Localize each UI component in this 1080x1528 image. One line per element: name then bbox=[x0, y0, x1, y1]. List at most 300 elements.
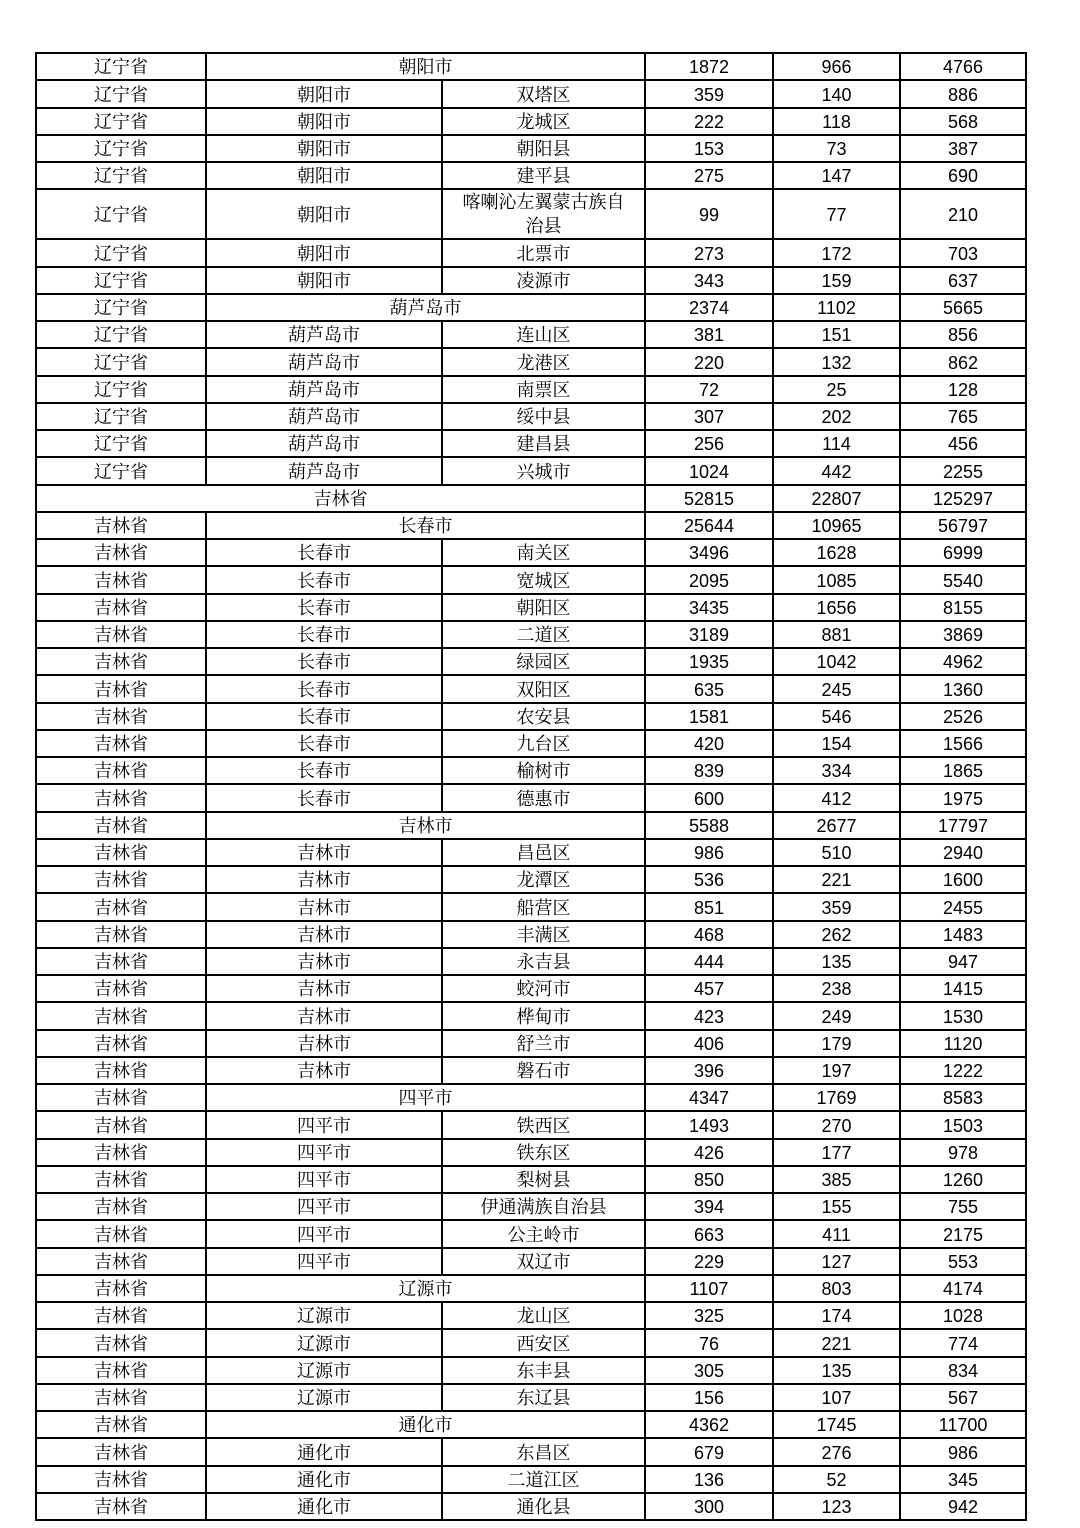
province-cell-text: 吉林省 bbox=[94, 516, 148, 536]
value-cell bbox=[900, 53, 1026, 80]
province-cell-text: 吉林省 bbox=[94, 734, 148, 754]
province-cell-text: 吉林省 bbox=[94, 788, 148, 809]
value-cell-text: 25644 bbox=[683, 516, 735, 536]
city-cell bbox=[206, 457, 442, 484]
city-summary-cell bbox=[206, 53, 645, 80]
value-cell-text: 851 bbox=[693, 897, 725, 918]
value-cell bbox=[900, 430, 1026, 457]
city-cell bbox=[206, 784, 442, 811]
value-cell-text: 834 bbox=[947, 1360, 979, 1381]
value-cell bbox=[900, 594, 1026, 621]
province-cell bbox=[36, 1084, 206, 1111]
table-row bbox=[36, 1111, 1026, 1138]
value-cell bbox=[773, 1411, 900, 1438]
table-row bbox=[36, 866, 1026, 893]
value-cell bbox=[645, 321, 773, 348]
value-cell-text: 394 bbox=[693, 1197, 725, 1218]
value-cell-text: 156 bbox=[693, 1388, 725, 1408]
value-cell bbox=[773, 430, 900, 457]
value-cell-text: 221 bbox=[821, 1333, 852, 1354]
province-cell-text: 吉林省 bbox=[94, 1088, 148, 1109]
district-cell-text: 朝阳区 bbox=[516, 597, 571, 618]
province-cell-text: 辽宁省 bbox=[94, 379, 148, 400]
city-cell bbox=[206, 162, 442, 189]
province-cell bbox=[36, 1057, 206, 1084]
value-cell bbox=[900, 1302, 1026, 1329]
value-cell bbox=[645, 1139, 773, 1166]
value-cell-text: 510 bbox=[821, 843, 852, 863]
value-cell bbox=[900, 1030, 1026, 1057]
value-cell-text: 1222 bbox=[942, 1061, 984, 1081]
value-cell-text: 637 bbox=[947, 270, 979, 291]
value-cell bbox=[773, 594, 900, 621]
city-cell bbox=[206, 948, 442, 975]
table-row bbox=[36, 1084, 1026, 1111]
value-cell bbox=[900, 1248, 1026, 1275]
district-cell-text: 连山区 bbox=[516, 325, 571, 346]
value-cell bbox=[645, 1302, 773, 1329]
value-cell bbox=[900, 1411, 1026, 1438]
district-cell bbox=[442, 784, 645, 811]
city-cell bbox=[206, 1384, 442, 1411]
city-cell-text: 葫芦岛市 bbox=[288, 379, 360, 400]
district-cell bbox=[442, 621, 645, 648]
value-cell-text: 135 bbox=[821, 1360, 852, 1381]
value-cell-text: 5665 bbox=[942, 298, 984, 318]
district-cell-text: 双辽市 bbox=[516, 1251, 571, 1272]
city-cell-text: 长春市 bbox=[297, 788, 351, 809]
table-row bbox=[36, 621, 1026, 648]
city-summary-cell bbox=[206, 812, 645, 839]
city-cell bbox=[206, 1166, 442, 1193]
value-cell bbox=[900, 730, 1026, 757]
value-cell bbox=[900, 1002, 1026, 1029]
city-cell-text: 长春市 bbox=[297, 570, 351, 591]
province-cell bbox=[36, 512, 206, 539]
province-cell bbox=[36, 648, 206, 675]
table-row bbox=[36, 1220, 1026, 1247]
city-summary-cell-text: 辽源市 bbox=[398, 1279, 453, 1299]
value-cell-text: 135 bbox=[821, 952, 852, 972]
value-cell-text: 177 bbox=[821, 1142, 852, 1163]
province-cell-text: 辽宁省 bbox=[94, 139, 148, 159]
value-cell bbox=[773, 1193, 900, 1220]
province-cell bbox=[36, 430, 206, 457]
value-cell bbox=[645, 1493, 773, 1520]
city-cell bbox=[206, 376, 442, 403]
value-cell-text: 2095 bbox=[688, 570, 730, 591]
table-row bbox=[36, 1302, 1026, 1329]
district-cell-text: 宽城区 bbox=[516, 570, 571, 591]
district-cell bbox=[442, 921, 645, 948]
value-cell-text: 8155 bbox=[942, 597, 984, 618]
value-cell bbox=[773, 1139, 900, 1166]
province-cell bbox=[36, 135, 206, 162]
value-cell bbox=[900, 267, 1026, 294]
district-cell-text: 丰满区 bbox=[516, 924, 571, 945]
district-cell-text: 双塔区 bbox=[516, 84, 571, 105]
city-cell-text: 长春市 bbox=[297, 543, 351, 564]
value-cell bbox=[773, 757, 900, 784]
value-cell bbox=[645, 80, 773, 107]
value-cell bbox=[900, 866, 1026, 893]
value-cell bbox=[773, 784, 900, 811]
value-cell bbox=[773, 239, 900, 266]
district-cell-text: 凌源市 bbox=[516, 270, 571, 291]
province-cell-text: 吉林省 bbox=[94, 761, 148, 782]
value-cell-text: 986 bbox=[947, 1442, 979, 1463]
table-row bbox=[36, 348, 1026, 375]
value-cell bbox=[645, 1084, 773, 1111]
city-cell-text: 长春市 bbox=[297, 679, 351, 700]
value-cell-text: 307 bbox=[693, 407, 725, 427]
province-cell-text: 辽宁省 bbox=[94, 243, 148, 264]
city-cell bbox=[206, 866, 442, 893]
district-cell bbox=[442, 162, 645, 189]
district-cell bbox=[442, 321, 645, 348]
value-cell bbox=[900, 921, 1026, 948]
table-row bbox=[36, 1411, 1026, 1438]
province-cell-text: 吉林省 bbox=[94, 1197, 148, 1218]
value-cell bbox=[645, 376, 773, 403]
district-cell bbox=[442, 1166, 645, 1193]
province-cell bbox=[36, 189, 206, 239]
city-cell bbox=[206, 1302, 442, 1329]
province-cell-text: 吉林省 bbox=[94, 706, 148, 727]
district-cell bbox=[442, 80, 645, 107]
district-cell bbox=[442, 948, 645, 975]
value-cell bbox=[645, 1275, 773, 1302]
value-cell bbox=[773, 267, 900, 294]
table-row bbox=[36, 1166, 1026, 1193]
value-cell-text: 107 bbox=[821, 1388, 852, 1408]
value-cell bbox=[645, 703, 773, 730]
district-cell-text: 公主岭市 bbox=[507, 1224, 580, 1245]
value-cell-text: 4766 bbox=[942, 57, 984, 78]
district-cell bbox=[442, 239, 645, 266]
province-cell bbox=[36, 703, 206, 730]
district-cell-text: 桦甸市 bbox=[516, 1006, 571, 1027]
city-cell bbox=[206, 108, 442, 135]
value-cell bbox=[645, 108, 773, 135]
value-cell-text: 412 bbox=[821, 788, 852, 809]
value-cell bbox=[773, 403, 900, 430]
table-row bbox=[36, 784, 1026, 811]
value-cell bbox=[645, 457, 773, 484]
value-cell-text: 381 bbox=[693, 325, 725, 346]
city-cell-text: 通化市 bbox=[297, 1497, 351, 1517]
province-cell bbox=[36, 975, 206, 1002]
province-cell bbox=[36, 1384, 206, 1411]
city-cell bbox=[206, 1438, 442, 1465]
city-cell-text: 朝阳市 bbox=[297, 139, 351, 159]
city-cell-text: 朝阳市 bbox=[297, 84, 351, 105]
value-cell-text: 1581 bbox=[688, 706, 730, 727]
table-row bbox=[36, 162, 1026, 189]
district-cell-text: 德惠市 bbox=[516, 788, 571, 809]
value-cell bbox=[645, 594, 773, 621]
province-cell bbox=[36, 108, 206, 135]
table-row bbox=[36, 1193, 1026, 1220]
district-cell-text: 双阳区 bbox=[516, 679, 571, 700]
value-cell bbox=[900, 839, 1026, 866]
table-row bbox=[36, 239, 1026, 266]
city-cell bbox=[206, 1466, 442, 1493]
value-cell-text: 99 bbox=[698, 204, 720, 225]
city-cell bbox=[206, 1248, 442, 1275]
value-cell-text: 151 bbox=[821, 325, 852, 346]
table-row bbox=[36, 53, 1026, 80]
province-cell-text: 吉林省 bbox=[94, 1251, 148, 1272]
district-cell-text: 船营区 bbox=[516, 897, 571, 918]
district-cell-text: 蛟河市 bbox=[516, 979, 571, 1000]
value-cell-text: 270 bbox=[821, 1115, 852, 1136]
province-cell-text: 吉林省 bbox=[94, 1006, 148, 1027]
value-cell bbox=[645, 239, 773, 266]
city-cell bbox=[206, 430, 442, 457]
city-cell-text: 吉林市 bbox=[297, 952, 351, 972]
value-cell-text: 567 bbox=[947, 1388, 979, 1408]
province-cell-text: 吉林省 bbox=[94, 1469, 148, 1490]
province-cell bbox=[36, 321, 206, 348]
value-cell-text: 387 bbox=[947, 139, 979, 159]
city-cell bbox=[206, 621, 442, 648]
city-cell bbox=[206, 321, 442, 348]
district-cell bbox=[442, 1466, 645, 1493]
province-cell-text: 吉林省 bbox=[94, 1170, 148, 1190]
value-cell-text: 17797 bbox=[937, 815, 989, 836]
value-cell bbox=[645, 1057, 773, 1084]
district-cell-text: 二道区 bbox=[516, 625, 571, 645]
city-cell-text: 吉林市 bbox=[297, 924, 351, 945]
province-cell bbox=[36, 812, 206, 839]
province-cell bbox=[36, 53, 206, 80]
table-row bbox=[36, 675, 1026, 702]
district-cell bbox=[442, 975, 645, 1002]
value-cell bbox=[900, 321, 1026, 348]
city-cell-text: 朝阳市 bbox=[297, 270, 351, 291]
city-cell-text: 长春市 bbox=[297, 597, 351, 618]
province-cell bbox=[36, 893, 206, 920]
value-cell bbox=[773, 348, 900, 375]
district-cell-text: 龙港区 bbox=[516, 352, 571, 373]
city-summary-cell-text: 通化市 bbox=[398, 1415, 453, 1436]
district-cell bbox=[442, 675, 645, 702]
district-cell bbox=[442, 703, 645, 730]
city-cell bbox=[206, 348, 442, 375]
city-cell-text: 长春市 bbox=[297, 706, 351, 727]
district-cell bbox=[442, 1329, 645, 1356]
city-cell-text: 吉林市 bbox=[297, 870, 351, 891]
value-cell bbox=[900, 108, 1026, 135]
value-cell-text: 123 bbox=[821, 1497, 852, 1517]
value-cell-text: 132 bbox=[821, 352, 852, 373]
value-cell-text: 256 bbox=[693, 434, 725, 455]
table-row bbox=[36, 1057, 1026, 1084]
value-cell bbox=[773, 485, 900, 512]
province-cell bbox=[36, 239, 206, 266]
district-cell bbox=[442, 648, 645, 675]
province-cell bbox=[36, 866, 206, 893]
city-cell bbox=[206, 566, 442, 593]
value-cell-text: 1107 bbox=[689, 1279, 729, 1299]
value-cell-text: 4174 bbox=[942, 1279, 984, 1299]
value-cell bbox=[773, 948, 900, 975]
region-statistics-table bbox=[35, 52, 1027, 1521]
district-cell-text: 绥中县 bbox=[516, 407, 571, 427]
value-cell-text: 25 bbox=[826, 379, 847, 400]
city-summary-cell-text: 朝阳市 bbox=[398, 57, 453, 78]
district-cell bbox=[442, 1057, 645, 1084]
value-cell bbox=[900, 621, 1026, 648]
district-cell-text: 南票区 bbox=[516, 379, 571, 400]
value-cell-text: 1483 bbox=[942, 924, 984, 945]
value-cell-text: 140 bbox=[821, 84, 852, 105]
value-cell-text: 72 bbox=[698, 379, 720, 400]
value-cell-text: 262 bbox=[821, 924, 852, 945]
value-cell-text: 2940 bbox=[942, 843, 984, 863]
value-cell bbox=[900, 1466, 1026, 1493]
value-cell-text: 221 bbox=[821, 870, 852, 891]
city-cell bbox=[206, 267, 442, 294]
province-cell bbox=[36, 1466, 206, 1493]
value-cell bbox=[773, 108, 900, 135]
city-cell bbox=[206, 80, 442, 107]
city-cell-text: 辽源市 bbox=[297, 1333, 351, 1354]
province-cell bbox=[36, 566, 206, 593]
table-row bbox=[36, 1329, 1026, 1356]
value-cell bbox=[645, 430, 773, 457]
district-cell-text: 建平县 bbox=[516, 166, 571, 187]
value-cell-text: 568 bbox=[947, 111, 979, 132]
value-cell-text: 273 bbox=[693, 243, 725, 264]
value-cell bbox=[645, 1111, 773, 1138]
province-cell bbox=[36, 1193, 206, 1220]
city-summary-cell-text: 长春市 bbox=[398, 516, 453, 536]
value-cell bbox=[773, 539, 900, 566]
table-row bbox=[36, 403, 1026, 430]
value-cell bbox=[900, 1057, 1026, 1084]
value-cell-text: 663 bbox=[693, 1224, 725, 1245]
value-cell bbox=[900, 1329, 1026, 1356]
district-cell bbox=[442, 1438, 645, 1465]
province-cell bbox=[36, 403, 206, 430]
value-cell bbox=[773, 512, 900, 539]
value-cell bbox=[900, 294, 1026, 321]
value-cell-text: 359 bbox=[693, 84, 725, 105]
value-cell bbox=[900, 1220, 1026, 1247]
city-cell bbox=[206, 921, 442, 948]
value-cell-text: 536 bbox=[693, 870, 725, 891]
value-cell bbox=[773, 866, 900, 893]
value-cell-text: 276 bbox=[821, 1442, 852, 1463]
province-cell bbox=[36, 757, 206, 784]
district-cell bbox=[442, 376, 645, 403]
value-cell-text: 456 bbox=[947, 434, 979, 455]
value-cell-text: 396 bbox=[693, 1061, 725, 1081]
table-row bbox=[36, 975, 1026, 1002]
value-cell bbox=[645, 730, 773, 757]
value-cell bbox=[900, 403, 1026, 430]
value-cell-text: 546 bbox=[821, 706, 852, 727]
value-cell bbox=[645, 1248, 773, 1275]
table-row bbox=[36, 1030, 1026, 1057]
value-cell bbox=[773, 1302, 900, 1329]
value-cell-text: 703 bbox=[947, 243, 979, 264]
value-cell bbox=[645, 757, 773, 784]
district-cell bbox=[442, 1302, 645, 1329]
table-body bbox=[36, 53, 1026, 1520]
value-cell bbox=[900, 189, 1026, 239]
value-cell bbox=[645, 403, 773, 430]
table-row bbox=[36, 294, 1026, 321]
value-cell-text: 468 bbox=[693, 924, 725, 945]
value-cell bbox=[900, 948, 1026, 975]
value-cell bbox=[773, 321, 900, 348]
value-cell-text: 856 bbox=[947, 325, 979, 346]
city-cell-text: 吉林市 bbox=[297, 979, 351, 1000]
city-cell-text: 朝阳市 bbox=[297, 204, 351, 225]
value-cell bbox=[900, 975, 1026, 1002]
province-cell-text: 吉林省 bbox=[94, 952, 148, 972]
value-cell bbox=[900, 485, 1026, 512]
value-cell bbox=[645, 135, 773, 162]
province-cell-text: 吉林省 bbox=[94, 1061, 148, 1081]
value-cell bbox=[900, 812, 1026, 839]
value-cell-text: 3496 bbox=[688, 543, 730, 564]
value-cell bbox=[645, 675, 773, 702]
province-cell-text: 吉林省 bbox=[94, 1360, 148, 1381]
city-cell-text: 吉林市 bbox=[297, 897, 351, 918]
city-cell-text: 吉林市 bbox=[297, 1006, 351, 1027]
value-cell-text: 179 bbox=[821, 1033, 852, 1054]
city-cell bbox=[206, 1057, 442, 1084]
value-cell bbox=[645, 866, 773, 893]
value-cell-text: 1530 bbox=[942, 1006, 984, 1027]
value-cell bbox=[645, 1193, 773, 1220]
table-row bbox=[36, 703, 1026, 730]
value-cell bbox=[900, 1438, 1026, 1465]
district-cell-text: 磐石市 bbox=[516, 1061, 571, 1081]
value-cell bbox=[645, 512, 773, 539]
table-row bbox=[36, 485, 1026, 512]
value-cell bbox=[900, 135, 1026, 162]
city-cell-text: 四平市 bbox=[297, 1251, 351, 1272]
value-cell-text: 8583 bbox=[942, 1088, 984, 1109]
province-cell bbox=[36, 921, 206, 948]
province-cell-text: 吉林省 bbox=[94, 652, 148, 673]
district-cell bbox=[442, 1248, 645, 1275]
value-cell-text: 1024 bbox=[688, 461, 730, 482]
value-cell bbox=[900, 162, 1026, 189]
value-cell-text: 4347 bbox=[688, 1088, 730, 1109]
province-cell bbox=[36, 348, 206, 375]
city-cell bbox=[206, 189, 442, 239]
value-cell-text: 426 bbox=[693, 1142, 725, 1163]
city-cell-text: 吉林市 bbox=[297, 843, 351, 863]
value-cell-text: 305 bbox=[693, 1360, 725, 1381]
value-cell-text: 553 bbox=[947, 1251, 979, 1272]
province-cell bbox=[36, 730, 206, 757]
value-cell bbox=[773, 1111, 900, 1138]
province-cell-text: 辽宁省 bbox=[94, 461, 148, 482]
value-cell-text: 3189 bbox=[688, 625, 730, 645]
value-cell-text: 334 bbox=[821, 761, 852, 782]
value-cell bbox=[900, 648, 1026, 675]
value-cell-text: 406 bbox=[693, 1033, 725, 1054]
city-summary-cell-text: 吉林市 bbox=[398, 815, 453, 836]
city-cell-text: 四平市 bbox=[297, 1115, 351, 1136]
